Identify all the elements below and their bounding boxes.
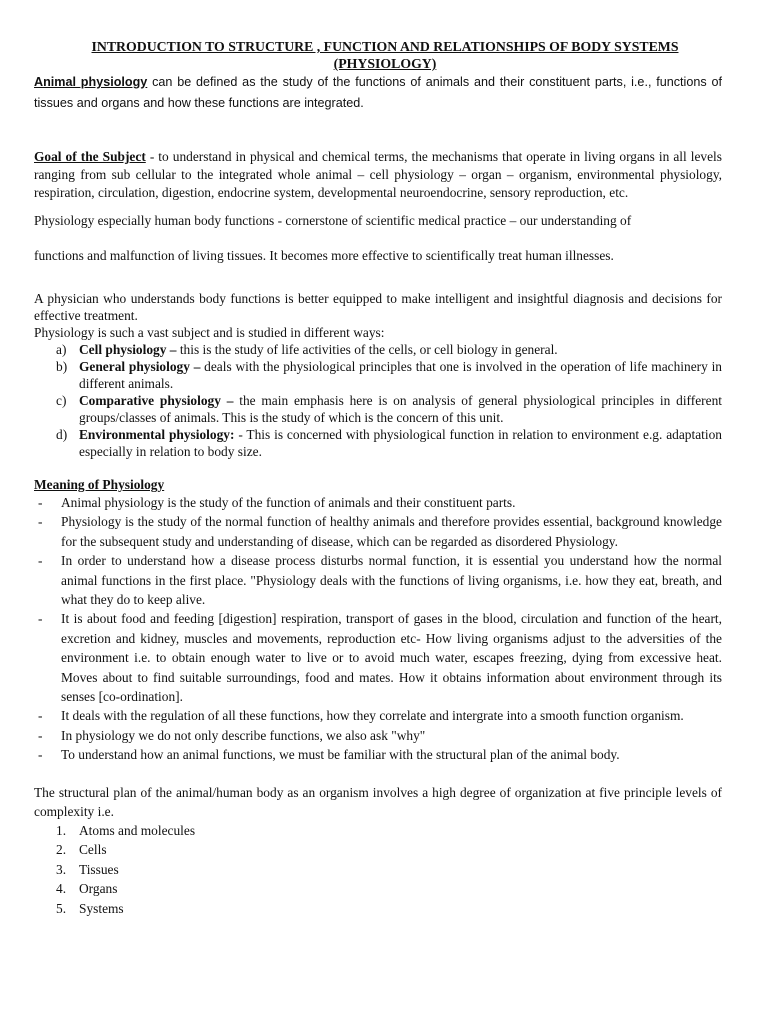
meaning-text: In order to understand how a disease process disturbs normal function, it is essential you understand how the normal animal functions in the first place. "Physiology deals with the functions of living organisms, i.e. how they eat, breath, and what they do to keep alive. xyxy=(61,553,722,608)
meaning-text: Animal physiology is the study of the function of animals and their constituent parts. xyxy=(61,495,516,510)
list-item xyxy=(34,609,722,706)
meaning-list xyxy=(34,493,722,765)
list-item xyxy=(56,879,722,899)
list-marker: - xyxy=(38,708,43,724)
list-marker: a) xyxy=(56,342,67,357)
list-item xyxy=(56,821,722,841)
level-text: Tissues xyxy=(79,861,119,877)
list-item xyxy=(34,706,722,725)
goal-text: - to understand in physical and chemical terms, the mechanisms that operate in living organs in all levels ranging from sub cellular to the integrated whole animal – cell physiology – organ – organism, environmental physiology, respiration, circulation, digestion, endocrine system, developmental neuroendocrine, sensory reproduction, etc. xyxy=(34,149,722,200)
title-line-1: INTRODUCTION TO STRUCTURE , FUNCTION AND RELATIONSHIPS OF BODY SYSTEMS xyxy=(91,39,679,54)
meaning-text: It is about food and feeding [digestion] respiration, transport of gases in the blood, circulation and function of the heart, excretion and kidney, muscles and movements, reproduction etc- How living organisms adjust to the adversities of the environment i.e. to obtain enough water to live or to avoid much water, escapes freezing, dying from excessive heat. Moves about to find suitable surroundings, food and mates. How it obtains information about environment through its senses [co-ordination]. xyxy=(61,611,722,705)
level-text: Systems xyxy=(79,900,124,916)
list-item xyxy=(56,426,722,460)
list-item xyxy=(34,493,722,512)
list-marker: 1. xyxy=(56,822,67,838)
cornerstone-paragraph: Physiology especially human body functions - cornerstone of scientific medical practice – our understanding of xyxy=(34,213,632,228)
list-marker: 5. xyxy=(56,900,67,916)
way-text: - This is concerned with physiological function in relation to environment e.g. adaptation especially in relation to body size. xyxy=(79,427,723,459)
meaning-text: To understand how an animal functions, we must be familiar with the structural plan of the animal body. xyxy=(61,747,620,763)
intro-text: can be defined as the study of the functions of animals and their constituent parts, i.e., functions of tissues and organs and how these functions are integrated. xyxy=(34,75,722,110)
goal-term: Goal of the Subject xyxy=(34,149,146,164)
meaning-text: In physiology we do not only describe functions, we also ask "why" xyxy=(61,727,426,743)
page-title xyxy=(34,38,722,72)
list-marker: 2. xyxy=(56,842,67,858)
way-text: the main emphasis here is on analysis of general physiological principles in different groups/classes of animals. This is the study of which is the concern of this unit. xyxy=(79,393,722,425)
meaning-text: Physiology is the study of the normal function of healthy animals and therefore provides essential, background knowledge for the subsequent study and understanding of disease, which can be regarded as disordered Physiology. xyxy=(61,514,722,549)
levels-list xyxy=(34,821,722,919)
level-text: Cells xyxy=(79,842,107,858)
list-item xyxy=(56,358,722,392)
list-marker: b) xyxy=(56,359,68,374)
list-marker: 4. xyxy=(56,881,67,897)
ways-list xyxy=(34,341,722,460)
malfunction-paragraph: functions and malfunction of living tissues. It becomes more effective to scientifically treat human illnesses. xyxy=(34,248,614,263)
intro-paragraph xyxy=(34,72,722,114)
way-term: Comparative physiology – xyxy=(79,393,234,408)
vast-subject-paragraph: Physiology is such a vast subject and is studied in different ways: xyxy=(34,325,385,340)
list-item xyxy=(56,899,722,919)
list-marker: - xyxy=(38,514,43,530)
list-marker: 3. xyxy=(56,861,67,877)
list-item xyxy=(34,745,722,764)
list-marker: - xyxy=(38,495,43,510)
way-term: Environmental physiology: xyxy=(79,427,235,442)
way-term: Cell physiology – xyxy=(79,342,177,357)
list-marker: - xyxy=(38,553,43,569)
list-marker: - xyxy=(38,611,43,627)
intro-term: Animal physiology xyxy=(34,75,148,89)
list-marker: c) xyxy=(56,393,67,408)
physician-paragraph: A physician who understands body functions is better equipped to make intelligent and insightful diagnosis and decisions for effective treatment. xyxy=(34,291,722,323)
list-marker: d) xyxy=(56,427,68,442)
title-line-2: (PHYSIOLOGY) xyxy=(333,56,437,71)
list-item xyxy=(34,726,722,745)
meaning-heading: Meaning of Physiology xyxy=(34,477,165,492)
meaning-text: It deals with the regulation of all these functions, how they correlate and intergrate into a smooth function organism. xyxy=(61,708,684,724)
way-text: this is the study of life activities of the cells, or cell biology in general. xyxy=(176,342,558,357)
list-marker: - xyxy=(38,727,43,743)
list-item xyxy=(34,551,722,609)
way-text: deals with the physiological principles that one is involved in the operation of life machinery in different animals. xyxy=(79,359,722,391)
level-text: Organs xyxy=(79,881,118,897)
level-text: Atoms and molecules xyxy=(79,822,196,838)
list-marker: - xyxy=(38,747,43,763)
list-item xyxy=(56,840,722,860)
list-item xyxy=(56,392,722,426)
structural-plan-paragraph: The structural plan of the animal/human body as an organism involves a high degree of organization at five principle levels of complexity i.e. xyxy=(34,784,722,819)
list-item xyxy=(34,512,722,551)
list-item xyxy=(56,860,722,880)
list-item xyxy=(56,341,722,358)
goal-paragraph xyxy=(34,148,722,202)
way-term: General physiology – xyxy=(79,359,201,374)
